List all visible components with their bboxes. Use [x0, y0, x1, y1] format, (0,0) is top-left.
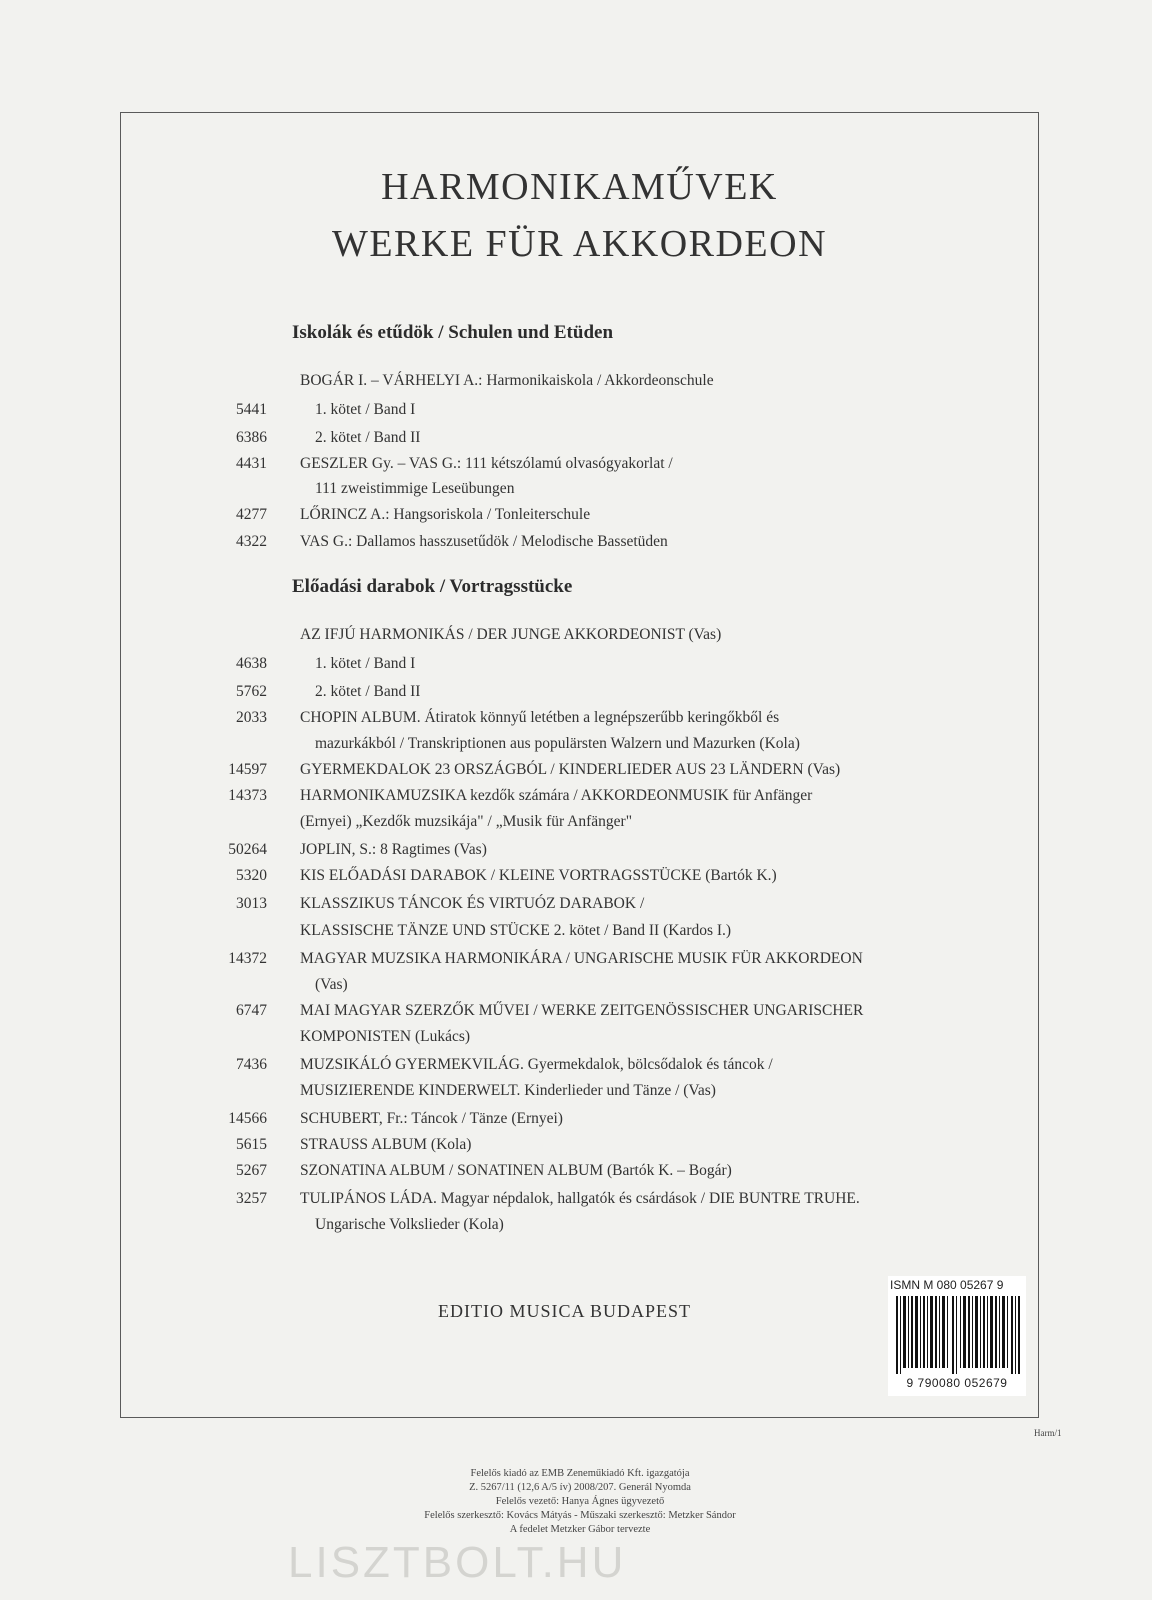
list-item: [0, 761, 1152, 787]
list-item: [0, 950, 1152, 976]
item-title: KLASSISCHE TÄNZE UND STÜCKE 2. kötet / Band II (Kardos I.): [300, 922, 732, 939]
catalog-number: 6747: [236, 1002, 267, 1019]
list-item: [0, 1162, 1152, 1188]
catalog-code: Harm/1: [1034, 1428, 1062, 1438]
list-item: [0, 1216, 1152, 1242]
item-title: KOMPONISTEN (Lukács): [300, 1028, 471, 1045]
item-title: 111 zweistimmige Leseübungen: [315, 480, 515, 497]
item-title: KLASSZIKUS TÁNCOK ÉS VIRTUÓZ DARABOK /: [300, 895, 645, 912]
catalog-number: 4277: [236, 506, 267, 523]
list-item: [0, 626, 1152, 652]
item-title: LŐRINCZ A.: Hangsoriskola / Tonleiterschule: [300, 506, 591, 523]
list-item: [0, 1002, 1152, 1028]
list-item: [0, 1056, 1152, 1082]
item-title: BOGÁR I. – VÁRHELYI A.: Harmonikaiskola / Akkordeonschule: [300, 372, 714, 389]
list-item: [0, 895, 1152, 921]
colophon-line: Z. 5267/11 (12,6 A/5 ív) 2008/207. Generál Nyomda: [469, 1482, 691, 1493]
colophon-line: Felelős vezető: Hanya Ágnes ügyvezető: [495, 1496, 665, 1507]
title-line-1: HARMONIKAMŰVEK: [381, 166, 778, 208]
catalog-number: 14566: [228, 1110, 267, 1127]
list-item: [0, 735, 1152, 761]
item-title: MAI MAGYAR SZERZŐK MŰVEI / WERKE ZEITGENÖSSISCHER UNGARISCHER: [300, 1002, 864, 1019]
item-title: MAGYAR MUZSIKA HARMONIKÁRA / UNGARISCHE MUSIK FÜR AKKORDEON: [300, 950, 863, 967]
list-item: [0, 787, 1152, 813]
isbn-barcode-box: [888, 1276, 1026, 1396]
item-title: GYERMEKDALOK 23 ORSZÁGBÓL / KINDERLIEDER AUS 23 LÄNDERN (Vas): [300, 761, 841, 778]
item-title: 1. kötet / Band I: [315, 655, 416, 672]
item-title: CHOPIN ALBUM. Átiratok könnyű letétben a legnépszerűbb keringőkből és: [300, 709, 780, 726]
list-item: [0, 655, 1152, 681]
list-item: [0, 867, 1152, 893]
catalog-number: 14597: [228, 761, 267, 778]
colophon-line: Felelős kiadó az EMB Zeneműkiadó Kft. igazgatója: [470, 1468, 690, 1479]
section-heading-pieces: Előadási darabok / Vortragsstücke: [292, 576, 573, 597]
item-title: 2. kötet / Band II: [315, 429, 421, 446]
colophon: [300, 1467, 860, 1537]
catalog-number: 50264: [228, 841, 267, 858]
isbn-label: ISMN M 080 05267 9: [890, 1278, 1004, 1292]
item-title: MUSIZIERENDE KINDERWELT. Kinderlieder und Tänze / (Vas): [300, 1082, 716, 1099]
catalog-number: 6386: [236, 429, 267, 446]
catalog-number: 7436: [236, 1056, 267, 1073]
list-item: [0, 429, 1152, 455]
list-item: [0, 506, 1152, 532]
watermark: LISZTBOLT.HU: [288, 1538, 627, 1587]
barcode-icon: [894, 1296, 1022, 1374]
item-title: GESZLER Gy. – VAS G.: 111 kétszólamú olvasógyakorlat /: [300, 455, 673, 472]
list-item: [0, 976, 1152, 1002]
list-item: [0, 480, 1152, 506]
list-item: [0, 1190, 1152, 1216]
list-item: [0, 1028, 1152, 1054]
list-item: [0, 455, 1152, 481]
item-title: AZ IFJÚ HARMONIKÁS / DER JUNGE AKKORDEONIST (Vas): [300, 626, 722, 643]
item-title: STRAUSS ALBUM (Kola): [300, 1136, 472, 1153]
item-title: (Vas): [315, 976, 348, 993]
list-item: [0, 533, 1152, 559]
item-title: SCHUBERT, Fr.: Táncok / Tänze (Ernyei): [300, 1110, 563, 1127]
publisher-name: EDITIO MUSICA BUDAPEST: [438, 1301, 692, 1321]
title-line-2: WERKE FÜR AKKORDEON: [331, 223, 828, 265]
catalog-number: 4638: [236, 655, 267, 672]
item-title: MUZSIKÁLÓ GYERMEKVILÁG. Gyermekdalok, bölcsődalok és táncok /: [300, 1056, 773, 1073]
colophon-line: Felelős szerkesztő: Kovács Mátyás - Műszaki szerkesztő: Metzker Sándor: [424, 1510, 736, 1521]
item-title: SZONATINA ALBUM / SONATINEN ALBUM (Bartók K. – Bogár): [300, 1162, 732, 1179]
item-title: JOPLIN, S.: 8 Ragtimes (Vas): [300, 841, 487, 858]
catalog-number: 5615: [236, 1136, 267, 1153]
item-title: 1. kötet / Band I: [315, 401, 416, 418]
list-item: [0, 1136, 1152, 1162]
item-title: (Ernyei) „Kezdők muzsikája" / „Musik für Anfänger": [300, 813, 633, 830]
catalog-number: 2033: [236, 709, 267, 726]
item-title: Ungarische Volkslieder (Kola): [315, 1216, 504, 1233]
colophon-line: A fedelet Metzker Gábor tervezte: [509, 1524, 651, 1535]
list-item: [0, 372, 1152, 398]
list-item: [0, 709, 1152, 735]
item-title: TULIPÁNOS LÁDA. Magyar népdalok, hallgatók és csárdások / DIE BUNTRE TRUHE.: [300, 1190, 860, 1207]
catalog-number: 14373: [228, 787, 267, 804]
catalog-number: 5320: [236, 867, 267, 884]
item-title: 2. kötet / Band II: [315, 683, 421, 700]
list-item: [0, 683, 1152, 709]
catalog-number: 5267: [236, 1162, 267, 1179]
item-title: mazurkákból / Transkriptionen aus populärsten Walzern und Mazurken (Kola): [315, 735, 800, 752]
item-title: VAS G.: Dallamos hasszusetűdök / Melodische Bassetüden: [300, 533, 668, 550]
catalog-number: 5762: [236, 683, 267, 700]
list-item: [0, 401, 1152, 427]
list-item: [0, 922, 1152, 948]
catalog-number: 3257: [236, 1190, 267, 1207]
catalog-number: 3013: [236, 895, 267, 912]
catalog-number: 4322: [236, 533, 267, 550]
catalog-number: 14372: [228, 950, 267, 967]
list-item: [0, 1110, 1152, 1136]
barcode-digits: 9 790080 052679: [906, 1376, 1008, 1390]
list-item: [0, 813, 1152, 839]
item-title: KIS ELŐADÁSI DARABOK / KLEINE VORTRAGSSTÜCKE (Bartók K.): [300, 867, 777, 884]
list-item: [0, 841, 1152, 867]
catalog-number: 5441: [236, 401, 267, 418]
section-heading-schools: Iskolák és etűdök / Schulen und Etüden: [292, 322, 614, 343]
list-item: [0, 1082, 1152, 1108]
item-title: HARMONIKAMUZSIKA kezdők számára / AKKORDEONMUSIK für Anfänger: [300, 787, 813, 804]
catalog-number: 4431: [236, 455, 267, 472]
